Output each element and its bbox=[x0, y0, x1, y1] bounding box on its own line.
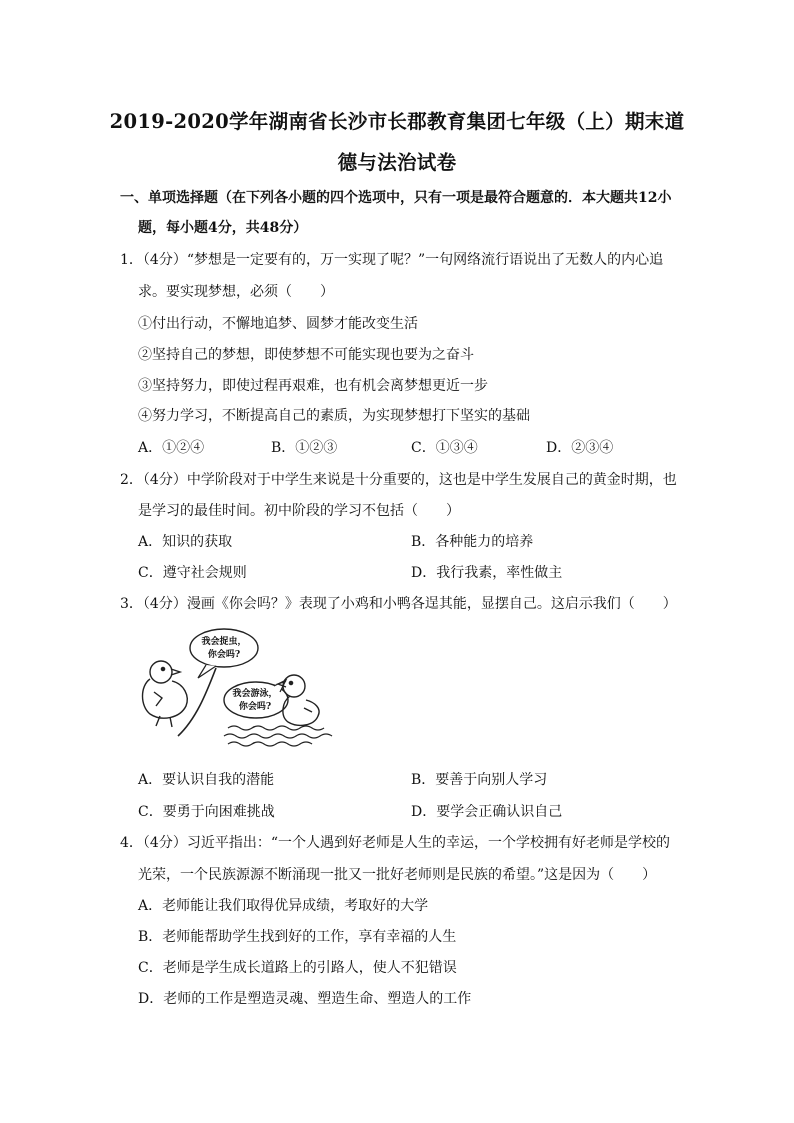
q2-option-c[interactable]: C．遵守社会规则 bbox=[138, 565, 247, 581]
q3-option-d[interactable]: D．要学会正确认识自己 bbox=[411, 804, 563, 820]
q1-item-4: ④努力学习，不断提高自己的素质，为实现梦想打下坚实的基础 bbox=[138, 408, 530, 424]
q4-stem-line-2: 光荣，一个民族源源不断涌现一批又一批好老师则是民族的希望。”这是因为（ ） bbox=[138, 867, 657, 883]
q1-option-b[interactable]: B．①②③ bbox=[271, 440, 338, 456]
duck-bubble-line-2: 你会吗? bbox=[238, 702, 272, 712]
section-heading-line-1: 一、单项选择题（在下列各小题的四个选项中，只有一项是最符合题意的．本大题共12小 bbox=[120, 190, 672, 206]
exam-title-line-2: 德与法治试卷 bbox=[337, 151, 457, 174]
q1-item-3: ③坚持努力，即使过程再艰难，也有机会离梦想更近一步 bbox=[138, 378, 488, 394]
q1-item-2: ②坚持自己的梦想，即使梦想不可能实现也要为之奋斗 bbox=[138, 347, 474, 363]
q1-stem-line-1: 1．（4分）“梦想是一定要有的，万一实现了呢？”一句网络流行语说出了无数人的内心追 bbox=[120, 252, 664, 268]
q4-option-d[interactable]: D．老师的工作是塑造灵魂、塑造生命、塑造人的工作 bbox=[138, 991, 472, 1007]
q2-option-b[interactable]: B．各种能力的培养 bbox=[411, 534, 534, 550]
q1-option-c[interactable]: C．①③④ bbox=[411, 440, 478, 456]
chick-bubble-line-1: 我会捉虫， bbox=[201, 637, 247, 647]
q3-option-b[interactable]: B．要善于向别人学习 bbox=[411, 772, 548, 788]
section-heading-line-2: 题，每小题4分，共48分） bbox=[138, 220, 308, 236]
water-waves bbox=[224, 726, 332, 746]
chick-duck-cartoon bbox=[136, 624, 336, 754]
chick-bubble-line-2: 你会吗? bbox=[207, 650, 241, 660]
chick-speech-bubble bbox=[190, 629, 258, 667]
duck-bubble-line-1: 我会游泳， bbox=[232, 689, 278, 699]
q3-option-a[interactable]: A．要认识自我的潜能 bbox=[138, 772, 275, 788]
q1-option-d[interactable]: D．②③④ bbox=[546, 440, 614, 456]
q3-stem-line-1: 3．（4分）漫画《你会吗？》表现了小鸡和小鸭各逞其能，显摆自己。这启示我们（ ） bbox=[120, 596, 677, 612]
q1-stem-line-2: 求。要实现梦想，必须（ ） bbox=[138, 284, 334, 300]
q2-stem-line-2: 是学习的最佳时间。初中阶段的学习不包括（ ） bbox=[138, 503, 460, 519]
q2-option-a[interactable]: A．知识的获取 bbox=[138, 534, 233, 550]
q3-option-c[interactable]: C．要勇于向困难挑战 bbox=[138, 804, 275, 820]
q1-option-a[interactable]: A．①②④ bbox=[138, 440, 205, 456]
q4-option-c[interactable]: C．老师是学生成长道路上的引路人，使人不犯错误 bbox=[138, 960, 457, 976]
q4-stem-line-1: 4．（4分）习近平指出：“一个人遇到好老师是人生的幸运，一个学校拥有好老师是学校的 bbox=[120, 835, 670, 851]
q1-item-1: ①付出行动，不懈地追梦、圆梦才能改变生活 bbox=[138, 316, 418, 332]
chick-drawing bbox=[143, 661, 188, 727]
q2-stem-line-1: 2．（4分）中学阶段对于中学生来说是十分重要的，这也是中学生发展自己的黄金时期，也 bbox=[120, 472, 677, 488]
exam-title-line-1: 2019-2020学年湖南省长沙市长郡教育集团七年级（上）期末道 bbox=[109, 110, 685, 133]
q2-option-d[interactable]: D．我行我素，率性做主 bbox=[411, 565, 563, 581]
divider-line bbox=[178, 668, 216, 736]
q4-option-a[interactable]: A．老师能让我们取得优异成绩，考取好的大学 bbox=[138, 898, 429, 914]
q4-option-b[interactable]: B．老师能帮助学生找到好的工作，享有幸福的人生 bbox=[138, 929, 457, 945]
